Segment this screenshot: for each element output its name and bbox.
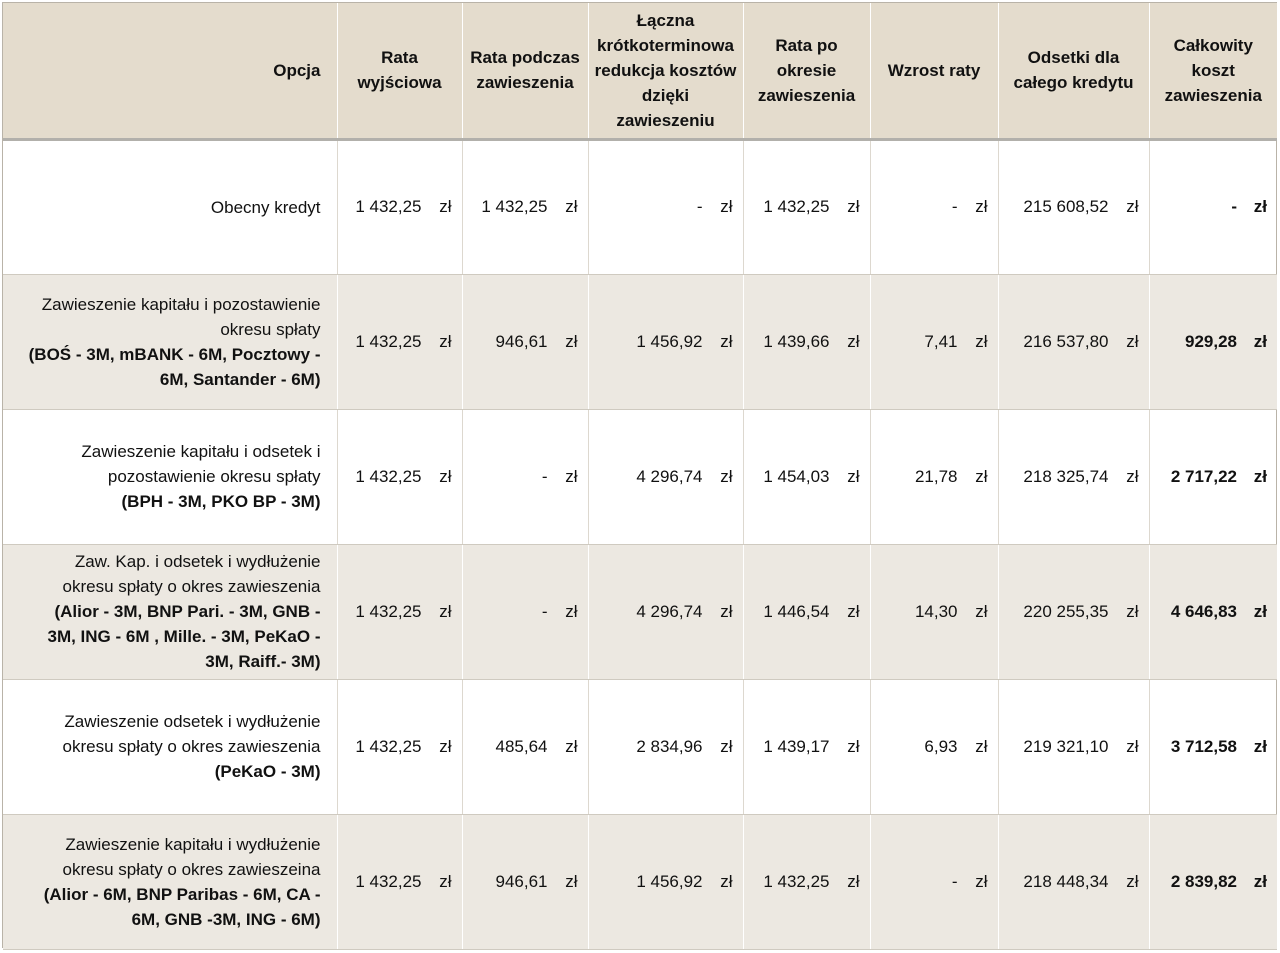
option-banks-line: 3M, ING - 6M , Mille. - 3M, PeKaO - bbox=[47, 627, 321, 646]
cell-rate-during-suspension bbox=[462, 409, 588, 544]
cell-initial-rate bbox=[337, 139, 462, 274]
cell-rate-after-suspension bbox=[743, 679, 870, 814]
option-description-line: okresu spłaty o okres zawieszeina bbox=[62, 859, 321, 879]
option-description-line: Zaw. Kap. i odsetek i wydłużenie bbox=[74, 552, 321, 571]
cell-cost-reduction bbox=[588, 274, 743, 409]
cell-cost-reduction bbox=[588, 409, 743, 544]
option-description-line: okresu spłaty o okres zawieszenia bbox=[62, 737, 321, 756]
cell-total-cost bbox=[1149, 544, 1277, 679]
currency-label: zł bbox=[439, 466, 452, 486]
option-description-line: Zawieszenie kapitału i pozostawienie bbox=[41, 294, 321, 314]
option-banks-line: (Alior - 3M, BNP Pari. - 3M, GNB - bbox=[54, 602, 321, 621]
option-description-line: okresu spłaty o okres zawieszenia bbox=[62, 577, 321, 596]
currency-label: zł bbox=[1126, 871, 1139, 891]
amount-value: 215 608,52 bbox=[1023, 197, 1109, 216]
amount-value: 216 537,80 bbox=[1023, 331, 1109, 351]
currency-label: zł bbox=[1253, 466, 1267, 486]
cell-cost-reduction bbox=[588, 139, 743, 274]
currency-label: zł bbox=[720, 871, 733, 891]
cell-initial-rate bbox=[337, 814, 462, 949]
option-banks-line: 6M, GNB -3M, ING - 6M) bbox=[131, 909, 321, 929]
currency-label: zł bbox=[439, 197, 452, 216]
cell-rate-during-suspension bbox=[462, 139, 588, 274]
amount-value: - bbox=[696, 197, 703, 216]
currency-label: zł bbox=[1253, 331, 1267, 351]
amount-value: 1 432,25 bbox=[355, 197, 422, 216]
cell-total-interest bbox=[998, 274, 1149, 409]
cell-total-interest bbox=[998, 814, 1149, 949]
amount-value: 2 839,82 bbox=[1170, 871, 1237, 891]
option-description-line: Zawieszenie odsetek i wydłużenie bbox=[64, 712, 321, 731]
cell-initial-rate bbox=[337, 544, 462, 679]
currency-label: zł bbox=[1253, 601, 1267, 621]
currency-label: zł bbox=[847, 466, 860, 486]
cell-rate-increase bbox=[870, 139, 998, 274]
cell-cost-reduction bbox=[588, 679, 743, 814]
cell-rate-increase bbox=[870, 814, 998, 949]
header-total-cost: Całkowity koszt zawieszenia bbox=[1149, 3, 1277, 139]
amount-value: 1 456,92 bbox=[636, 871, 703, 891]
currency-label: zł bbox=[1126, 197, 1139, 216]
amount-value: 220 255,35 bbox=[1023, 601, 1109, 621]
cell-option bbox=[3, 544, 337, 679]
table-row bbox=[3, 544, 1277, 679]
currency-label: zł bbox=[847, 871, 860, 891]
amount-value: 1 439,17 bbox=[763, 736, 830, 756]
option-banks-line: (Alior - 6M, BNP Paribas - 6M, CA - bbox=[43, 884, 321, 904]
table-body bbox=[3, 139, 1277, 949]
currency-label: zł bbox=[975, 331, 988, 351]
amount-value: 1 432,25 bbox=[763, 871, 830, 891]
amount-value: - bbox=[951, 197, 958, 216]
cell-initial-rate bbox=[337, 679, 462, 814]
amount-value: 2 834,96 bbox=[636, 736, 703, 756]
currency-label: zł bbox=[720, 601, 733, 621]
currency-label: zł bbox=[565, 736, 578, 756]
currency-label: zł bbox=[1253, 736, 1267, 756]
option-banks-line: (BOŚ - 3M, mBANK - 6M, Pocztowy - bbox=[28, 344, 321, 364]
amount-value: 1 432,25 bbox=[355, 871, 422, 891]
header-initial-rate: Rata wyjściowa bbox=[337, 3, 462, 139]
cell-cost-reduction bbox=[588, 814, 743, 949]
amount-value: 219 321,10 bbox=[1023, 736, 1109, 756]
cell-total-cost bbox=[1149, 814, 1277, 949]
option-description-line: Zawieszenie kapitału i wydłużenie bbox=[65, 834, 321, 854]
amount-value: 4 646,83 bbox=[1170, 601, 1237, 621]
cell-initial-rate bbox=[337, 274, 462, 409]
currency-label: zł bbox=[720, 331, 733, 351]
currency-label: zł bbox=[439, 601, 452, 621]
cell-rate-after-suspension bbox=[743, 544, 870, 679]
cell-option bbox=[3, 409, 337, 544]
amount-value: 4 296,74 bbox=[636, 466, 703, 486]
cell-option bbox=[3, 274, 337, 409]
amount-value: 1 432,25 bbox=[355, 601, 422, 621]
cell-rate-during-suspension bbox=[462, 274, 588, 409]
amount-value: 3 712,58 bbox=[1170, 736, 1237, 756]
currency-label: zł bbox=[439, 871, 452, 891]
option-description-line: pozostawienie okresu spłaty bbox=[107, 467, 321, 486]
cell-rate-increase bbox=[870, 409, 998, 544]
header-rate-increase: Wzrost raty bbox=[870, 3, 998, 139]
loan-suspension-table-frame bbox=[2, 2, 1277, 948]
currency-label: zł bbox=[565, 466, 578, 486]
amount-value: 2 717,22 bbox=[1170, 466, 1237, 486]
amount-value: 946,61 bbox=[495, 331, 548, 351]
amount-value: 1 432,25 bbox=[763, 197, 830, 216]
option-description-line: Zawieszenie kapitału i odsetek i bbox=[81, 442, 321, 461]
header-rate-after-suspension: Rata po okresie zawieszenia bbox=[743, 3, 870, 139]
currency-label: zł bbox=[565, 601, 578, 621]
currency-label: zł bbox=[975, 601, 988, 621]
cell-rate-after-suspension bbox=[743, 814, 870, 949]
cell-option bbox=[3, 814, 337, 949]
currency-label: zł bbox=[1126, 466, 1139, 486]
cell-rate-during-suspension bbox=[462, 679, 588, 814]
amount-value: 485,64 bbox=[495, 736, 548, 756]
currency-label: zł bbox=[565, 331, 578, 351]
currency-label: zł bbox=[565, 871, 578, 891]
amount-value: 1 432,25 bbox=[355, 331, 422, 351]
currency-label: zł bbox=[847, 197, 860, 216]
currency-label: zł bbox=[847, 736, 860, 756]
amount-value: 1 446,54 bbox=[763, 601, 830, 621]
amount-value: 1 432,25 bbox=[355, 736, 422, 756]
currency-label: zł bbox=[847, 331, 860, 351]
currency-label: zł bbox=[1253, 197, 1267, 216]
amount-value: - bbox=[951, 871, 958, 891]
option-banks-line: 3M, Raiff.- 3M) bbox=[205, 652, 321, 671]
amount-value: 218 448,34 bbox=[1023, 871, 1109, 891]
cell-rate-increase bbox=[870, 274, 998, 409]
cell-total-cost bbox=[1149, 139, 1277, 274]
header-option: Opcja bbox=[3, 3, 337, 139]
table-row bbox=[3, 139, 1277, 274]
currency-label: zł bbox=[1126, 601, 1139, 621]
cell-initial-rate bbox=[337, 409, 462, 544]
amount-value: 218 325,74 bbox=[1023, 466, 1109, 486]
table-row bbox=[3, 814, 1277, 949]
currency-label: zł bbox=[565, 197, 578, 216]
header-total-interest: Odsetki dla całego kredytu bbox=[998, 3, 1149, 139]
cell-total-cost bbox=[1149, 274, 1277, 409]
header-row bbox=[3, 3, 1277, 139]
amount-value: 21,78 bbox=[914, 466, 958, 486]
cell-rate-after-suspension bbox=[743, 139, 870, 274]
amount-value: 1 432,25 bbox=[481, 197, 548, 216]
cell-option bbox=[3, 139, 337, 274]
cell-total-cost bbox=[1149, 679, 1277, 814]
cell-option bbox=[3, 679, 337, 814]
currency-label: zł bbox=[1126, 331, 1139, 351]
cell-rate-during-suspension bbox=[462, 544, 588, 679]
amount-value: 946,61 bbox=[495, 871, 548, 891]
option-description-line: Obecny kredyt bbox=[210, 197, 321, 217]
currency-label: zł bbox=[439, 736, 452, 756]
option-description-line: okresu spłaty bbox=[220, 319, 321, 339]
table-row bbox=[3, 679, 1277, 814]
cell-rate-increase bbox=[870, 679, 998, 814]
amount-value: 4 296,74 bbox=[636, 601, 703, 621]
amount-value: - bbox=[541, 466, 548, 486]
currency-label: zł bbox=[975, 736, 988, 756]
amount-value: 6,93 bbox=[924, 736, 958, 756]
option-banks-line: (PeKaO - 3M) bbox=[214, 762, 321, 781]
currency-label: zł bbox=[1253, 871, 1267, 891]
amount-value: 1 456,92 bbox=[636, 331, 703, 351]
option-banks-line: (BPH - 3M, PKO BP - 3M) bbox=[121, 492, 321, 511]
amount-value: 1 439,66 bbox=[763, 331, 830, 351]
table-row bbox=[3, 274, 1277, 409]
table-row bbox=[3, 409, 1277, 544]
amount-value: 14,30 bbox=[914, 601, 958, 621]
cell-rate-after-suspension bbox=[743, 409, 870, 544]
amount-value: 1 454,03 bbox=[763, 466, 830, 486]
currency-label: zł bbox=[847, 601, 860, 621]
header-rate-during-suspension: Rata podczas zawieszenia bbox=[462, 3, 588, 139]
cell-total-interest bbox=[998, 679, 1149, 814]
cell-rate-during-suspension bbox=[462, 814, 588, 949]
currency-label: zł bbox=[720, 197, 733, 216]
amount-value: 7,41 bbox=[924, 331, 958, 351]
option-banks-line: 6M, Santander - 6M) bbox=[159, 369, 321, 389]
currency-label: zł bbox=[720, 736, 733, 756]
currency-label: zł bbox=[975, 466, 988, 486]
currency-label: zł bbox=[1126, 736, 1139, 756]
cell-rate-increase bbox=[870, 544, 998, 679]
cell-total-interest bbox=[998, 544, 1149, 679]
amount-value: - bbox=[541, 601, 548, 621]
currency-label: zł bbox=[975, 871, 988, 891]
cell-rate-after-suspension bbox=[743, 274, 870, 409]
cell-total-interest bbox=[998, 139, 1149, 274]
currency-label: zł bbox=[975, 197, 988, 216]
cell-total-cost bbox=[1149, 409, 1277, 544]
currency-label: zł bbox=[439, 331, 452, 351]
header-cost-reduction: Łączna krótkoterminowa redukcja kosztów dzięki zawieszeniu bbox=[588, 3, 743, 139]
amount-value: 929,28 bbox=[1185, 331, 1237, 351]
amount-value: 1 432,25 bbox=[355, 466, 422, 486]
amount-value: - bbox=[1231, 197, 1237, 216]
cell-total-interest bbox=[998, 409, 1149, 544]
loan-suspension-table bbox=[3, 3, 1277, 950]
currency-label: zł bbox=[720, 466, 733, 486]
cell-cost-reduction bbox=[588, 544, 743, 679]
